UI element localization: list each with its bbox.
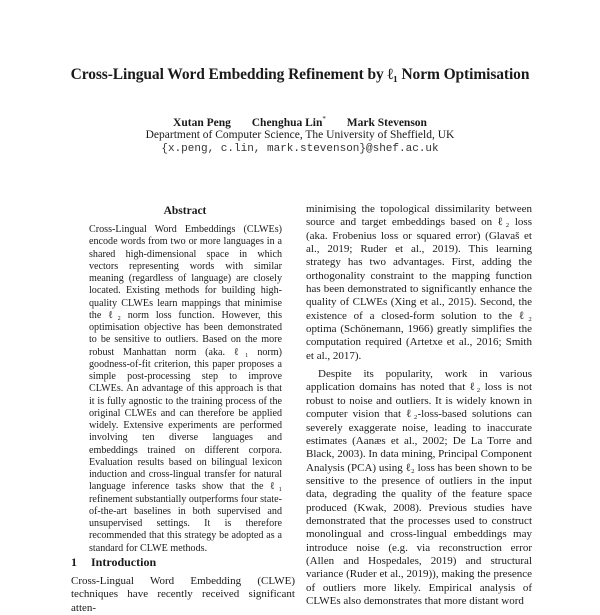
section-number: 1 xyxy=(71,555,77,569)
introduction-text: Cross-Lingual Word Embedding (CLWE) techniques have recently received significant atten- xyxy=(71,575,295,614)
affiliation: Department of Computer Science, The University of Sheffield, UK xyxy=(145,129,455,141)
author: Xutan Peng xyxy=(173,116,231,129)
author: Mark Stevenson xyxy=(346,116,427,129)
section-heading-introduction xyxy=(71,555,156,570)
paragraph: minimising the topological dissimilarity between source and target embeddings based on ℓ₂ loss (aka. Frobenius loss or squared error) (Glavaš et al., 2019; Ruder et al., 2019). This learning strategy has two advantages. First, adding the orthogonality constraint to the mapping function has been demonstrated to significantly enhance the quality of CLWEs (Xing et al., 2015). Second, the existence of a closed-form solution to the ℓ₂ optima (Schönemann, 1966) greatly simplifies the computation required (Artetxe et al., 2016; Smith et al., 2017). xyxy=(306,203,532,362)
abstract-heading: Abstract xyxy=(163,205,207,217)
corresponding-author-mark: * xyxy=(322,115,326,123)
author-list xyxy=(0,115,600,129)
abstract-text: Cross-Lingual Word Embeddings (CLWEs) encode words from two or more languages in a shared high-dimensional space in which vectors representing words with similar meaning (regardless of language) are closely located. Existing methods for building high-quality CLWEs learn mappings that minimise the ℓ₂ norm loss function. However, this optimisation objective has been demonstrated to be sensitive to outliers. Based on the more robust Manhattan norm (aka. ℓ₁ norm) goodness-of-fit criterion, this paper proposes a simple post-processing step to improve CLWEs. An advantage of this approach is that it is fully agnostic to the training process of the original CLWEs and can therefore be applied widely. Extensive experiments are performed involving ten diverse languages and embeddings trained on different corpora. Evaluation results based on bilingual lexicon induction and cross-lingual transfer for natural language inference tasks show that the ℓ₁ refinement substantially outperforms four state-of-the-art baselines in both supervised and unsupervised settings. It is therefore recommended that this strategy be adopted as a standard for CLWE methods. xyxy=(89,224,282,554)
author-emails: {x.peng, c.lin, mark.stevenson}@shef.ac.uk xyxy=(161,143,439,155)
section-title: Introduction xyxy=(91,555,157,569)
paragraph: Despite its popularity, work in various application domains has noted that ℓ₂ loss is not robust to noise and outliers. It is widely known in computer vision that ℓ₂-loss-based solutions can severely exaggerate noise, leading to inaccurate estimates (Aanæs et al., 2002; De La Torre and Black, 2003). In data mining, Principal Component Analysis (PCA) using ℓ₂ loss has been shown to be sensitive to the presence of outliers in the input data, degrading the quality of the feature space produced (Kwak, 2008). Previous studies have demonstrated that the processes used to construct monolingual and cross-lingual embeddings may introduce noise (e.g. via reconstruction error (Allen and Hospedales, 2019) and structural variance (Ruder et al., 2019)), making the presence of outliers more likely. Empirical analysis of CLWEs also demonstrates that more distant word xyxy=(306,368,532,607)
right-column xyxy=(306,203,532,608)
author: Chenghua Lin* xyxy=(251,115,326,129)
paper-title: Cross-Lingual Word Embedding Refinement by ℓ₁ Norm Optimisation xyxy=(70,66,530,83)
